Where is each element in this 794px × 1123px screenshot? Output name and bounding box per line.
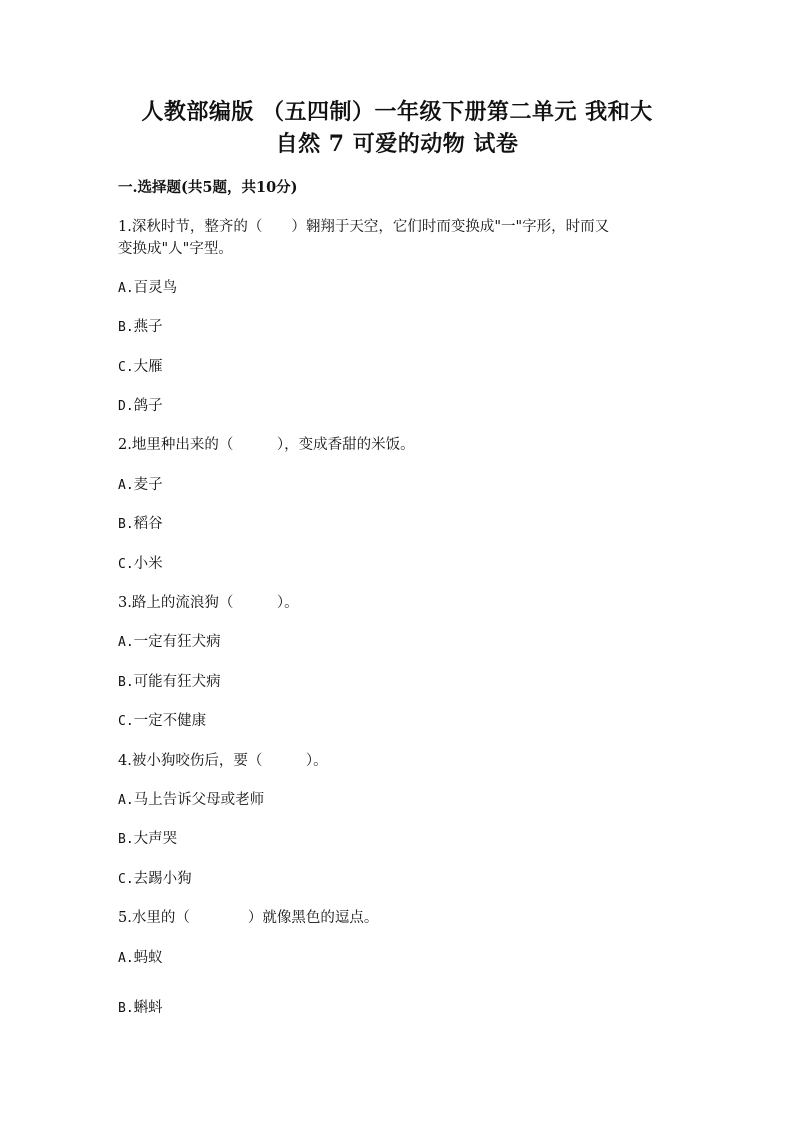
question-4-option-c[interactable] bbox=[118, 869, 192, 890]
option-text: 蚂蚁 bbox=[133, 950, 163, 966]
option-letter: A. bbox=[118, 793, 134, 808]
question-2-option-a[interactable] bbox=[118, 475, 163, 496]
question-4-option-a[interactable] bbox=[118, 790, 264, 811]
option-letter: A. bbox=[118, 281, 134, 296]
question-2-option-c[interactable] bbox=[118, 554, 163, 575]
question-3-option-a[interactable] bbox=[118, 632, 221, 653]
option-text: 大声哭 bbox=[133, 831, 178, 847]
question-3-option-b[interactable] bbox=[118, 672, 221, 693]
document-title-line-2: 自然 7 可爱的动物 试卷 bbox=[275, 131, 519, 157]
question-1-option-a[interactable] bbox=[118, 278, 177, 299]
option-letter: B. bbox=[118, 1001, 134, 1016]
option-text: 蝌蚪 bbox=[133, 1000, 163, 1016]
option-letter: C. bbox=[118, 714, 134, 729]
option-text: 鸽子 bbox=[133, 398, 163, 414]
option-text: 马上告诉父母或老师 bbox=[133, 792, 265, 808]
question-3-text: 3.路上的流浪狗（ ）。 bbox=[118, 595, 299, 611]
question-1-option-d[interactable] bbox=[118, 396, 163, 417]
option-text: 一定有狂犬病 bbox=[133, 634, 221, 650]
option-text: 可能有狂犬病 bbox=[133, 674, 221, 690]
option-letter: B. bbox=[118, 517, 134, 532]
question-4-text: 4.被小狗咬伤后，要（ ）。 bbox=[118, 753, 328, 769]
question-4-option-b[interactable] bbox=[118, 829, 177, 850]
question-1-option-c[interactable] bbox=[118, 357, 163, 378]
question-1-line-2: 变换成"人"字型。 bbox=[118, 241, 233, 257]
section-heading: 一.选择题(共5题，共10分) bbox=[118, 179, 298, 196]
question-5-option-b[interactable] bbox=[118, 998, 163, 1019]
option-text: 百灵鸟 bbox=[133, 280, 178, 296]
option-text: 燕子 bbox=[133, 319, 163, 335]
question-1-option-b[interactable] bbox=[118, 317, 163, 338]
option-letter: B. bbox=[118, 320, 134, 335]
question-5-text: 5.水里的（ ）就像黑色的逗点。 bbox=[118, 910, 379, 926]
option-letter: C. bbox=[118, 872, 134, 887]
question-5-option-a[interactable] bbox=[118, 948, 163, 969]
option-letter: C. bbox=[118, 360, 134, 375]
option-letter: B. bbox=[118, 832, 134, 847]
option-letter: B. bbox=[118, 675, 134, 690]
option-letter: C. bbox=[118, 557, 134, 572]
question-2-text: 2.地里种出来的（ ），变成香甜的米饭。 bbox=[118, 437, 415, 453]
question-1-text bbox=[118, 216, 688, 260]
option-text: 一定不健康 bbox=[133, 713, 207, 729]
option-text: 麦子 bbox=[133, 477, 163, 493]
option-letter: A. bbox=[118, 951, 134, 966]
question-3-option-c[interactable] bbox=[118, 711, 206, 732]
question-2-option-b[interactable] bbox=[118, 514, 163, 535]
question-1-line-1: 1.深秋时节，整齐的（ ）翱翔于天空，它们时而变换成"一"字形，时而又 bbox=[118, 219, 610, 235]
document-title-line-1: 人教部编版 （五四制）一年级下册第二单元 我和大 bbox=[141, 99, 653, 125]
option-text: 大雁 bbox=[133, 359, 163, 375]
option-text: 稻谷 bbox=[133, 516, 163, 532]
option-letter: A. bbox=[118, 635, 134, 650]
option-letter: D. bbox=[118, 399, 134, 414]
option-text: 去踢小狗 bbox=[133, 871, 192, 887]
option-letter: A. bbox=[118, 478, 134, 493]
option-text: 小米 bbox=[133, 556, 163, 572]
